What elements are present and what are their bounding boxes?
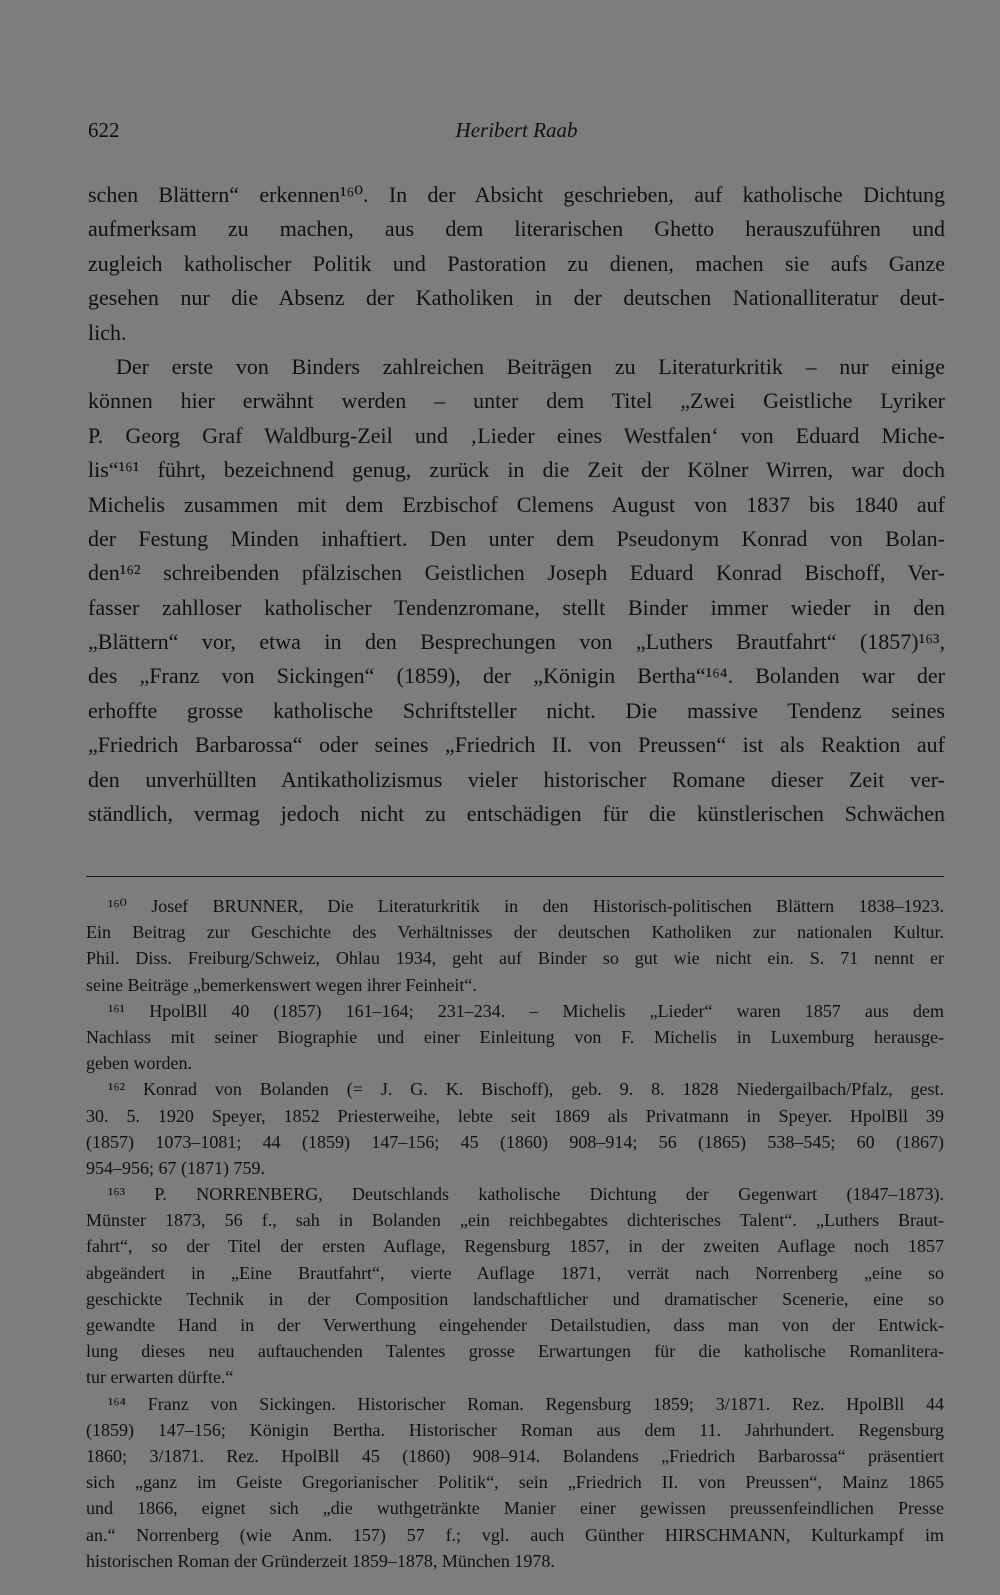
footnote-line: historischen Roman der Gründerzeit 1859–1878, München 1978. (86, 1550, 555, 1571)
body-line: Michelis zusammen mit dem Erzbischof Clemens August von 1837 bis 1840 auf (88, 491, 945, 517)
footnote-162: ¹⁶² Konrad von Bolanden (= J. G. K. Bischoff), geb. 9. 8. 1828 Niedergailbach/Pfalz, gest. (108, 1079, 944, 1100)
body-text (88, 178, 945, 831)
footnote-line: 954–956; 67 (1871) 759. (86, 1157, 265, 1178)
footnote-line: tur erwarten dürfte.“ (86, 1367, 234, 1388)
body-line: den unverhüllten Antikatholizismus vieler historischer Romane dieser Zeit ver- (88, 766, 945, 792)
body-line: ständlich, vermag jedoch nicht zu entschädigen für die künstlerischen Schwächen (88, 801, 945, 827)
footnote-line: sich „ganz im Geiste Gregorianischer Politik“, sein „Friedrich II. von Preussen“, Mainz 1865 (86, 1472, 944, 1493)
body-line: des „Franz von Sickingen“ (1859), der „Königin Bertha“¹⁶⁴. Bolanden war der (88, 663, 945, 689)
page-number: 622 (88, 118, 120, 142)
body-line: „Blättern“ vor, etwa in den Besprechungen von „Luthers Brautfahrt“ (1857)¹⁶³, (88, 629, 945, 655)
body-line: fasser zahlloser katholischer Tendenzromane, stellt Binder immer wieder in den (88, 594, 945, 620)
body-line: aufmerksam zu machen, aus dem literarischen Ghetto herauszuführen und (88, 216, 945, 242)
footnote-separator (86, 876, 944, 877)
body-line: gesehen nur die Absenz der Katholiken in der deutschen Nationalliteratur deut- (88, 285, 945, 311)
body-line: lich. (88, 319, 127, 345)
footnotes (86, 893, 944, 1574)
footnote-line: (1859) 147–156; Königin Bertha. Historischer Roman aus dem 11. Jahrhundert. Regensburg (86, 1419, 944, 1440)
running-title: Heribert Raab (455, 118, 578, 142)
body-line: der Festung Minden inhaftiert. Den unter dem Pseudonym Konrad von Bolan- (88, 525, 945, 551)
body-line: Der erste von Binders zahlreichen Beiträgen zu Literaturkritik – nur einige (116, 353, 945, 379)
body-line: lis“¹⁶¹ führt, bezeichnend genug, zurück in die Zeit der Kölner Wirren, war doch (88, 457, 945, 483)
body-line: den¹⁶² schreibenden pfälzischen Geistlichen Joseph Eduard Konrad Bischoff, Ver- (88, 560, 945, 586)
footnote-line: 1860; 3/1871. Rez. HpolBll 45 (1860) 908–914. Bolandens „Friedrich Barbarossa“ präsentiert (86, 1445, 944, 1466)
body-line: schen Blättern“ erkennen¹⁶⁰. In der Absicht geschrieben, auf katholische Dichtung (88, 182, 945, 207)
footnote-160: ¹⁶⁰ Josef BRUNNER, Die Literaturkritik in den Historisch-politischen Blättern 1838–1923. (108, 896, 944, 916)
body-line: zugleich katholischer Politik und Pastoration zu dienen, machen sie aufs Ganze (88, 250, 945, 276)
footnote-line: geschickte Technik in der Composition landschaftlicher und dramatischer Scenerie, eine so (86, 1288, 944, 1309)
footnote-161: ¹⁶¹ HpolBll 40 (1857) 161–164; 231–234. – Michelis „Lieder“ waren 1857 aus dem (108, 1000, 944, 1021)
footnote-line: lung dieses neu auftauchenden Talentes grosse Erwartungen für die katholische Romanlitera- (86, 1341, 944, 1362)
body-line: P. Georg Graf Waldburg-Zeil und ‚Lieder eines Westfalen‘ von Eduard Miche- (88, 422, 945, 448)
footnote-line: Phil. Diss. Freiburg/Schweiz, Ohlau 1934, geht auf Binder so gut wie nicht ein. S. 71 nennt er (86, 948, 944, 969)
footnote-line: 30. 5. 1920 Speyer, 1852 Priesterweihe, lebte seit 1869 als Privatmann in Speyer. HpolBll 39 (86, 1105, 944, 1126)
footnote-line: gewandte Hand in der Verwerthung eingehender Detailstudien, dass man von der Entwick- (86, 1315, 944, 1335)
footnote-line: Nachlass mit seiner Biographie und einer Einleitung von F. Michelis in Luxemburg herausge- (86, 1026, 944, 1047)
footnote-line: abgeändert in „Eine Brautfahrt“, vierte Auflage 1871, verrät nach Norrenberg „eine so (86, 1262, 944, 1283)
footnote-line: (1857) 1073–1081; 44 (1859) 147–156; 45 (1860) 908–914; 56 (1865) 538–545; 60 (1867) (86, 1131, 944, 1152)
footnote-line: geben worden. (86, 1053, 192, 1074)
footnote-line: Ein Beitrag zur Geschichte des Verhältnisses der deutschen Katholiken zur nationalen Kultur. (86, 922, 944, 943)
footnote-164: ¹⁶⁴ Franz von Sickingen. Historischer Roman. Regensburg 1859; 3/1871. Rez. HpolBll 44 (108, 1393, 944, 1414)
footnote-line: an.“ Norrenberg (wie Anm. 157) 57 f.; vgl. auch Günther HIRSCHMANN, Kulturkampf im (86, 1524, 944, 1545)
footnote-line: Münster 1873, 56 f., sah in Bolanden „ein reichbegabtes dichterisches Talent“. „Luthers Braut- (86, 1210, 944, 1231)
body-line: erhoffte grosse katholische Schriftsteller nicht. Die massive Tendenz seines (88, 697, 945, 723)
page-header (88, 118, 945, 148)
footnote-line: fahrt“, so der Titel der ersten Auflage, Regensburg 1857, in der zweiten Auflage noch 1857 (86, 1236, 944, 1257)
body-line: können hier erwähnt werden – unter dem Titel „Zwei Geistliche Lyriker (88, 388, 945, 414)
footnote-line: und 1866, eignet sich „die wuthgetränkte Manier einer gewissen preussenfeindlichen Presse (86, 1498, 944, 1519)
footnote-line: seine Beiträge „bemerkenswert wegen ihrer Feinheit“. (86, 974, 477, 995)
body-line: „Friedrich Barbarossa“ oder seines „Friedrich II. von Preussen“ ist als Reaktion auf (88, 732, 945, 758)
footnote-163: ¹⁶³ P. NORRENBERG, Deutschlands katholische Dichtung der Gegenwart (1847–1873). (108, 1184, 944, 1205)
